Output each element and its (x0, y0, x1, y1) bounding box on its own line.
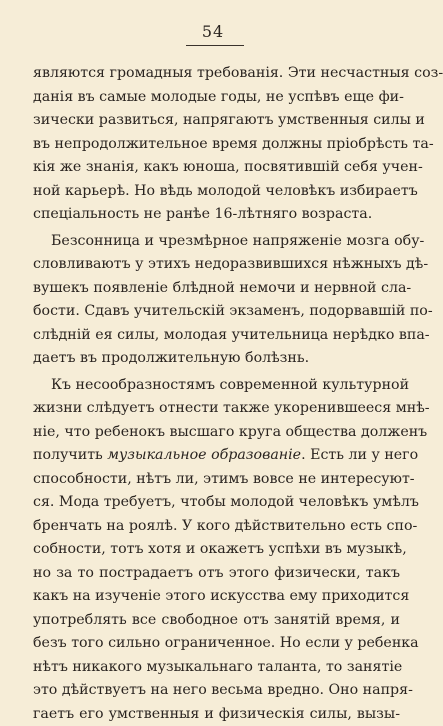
text-line: безъ того сильно ограниченное. Но если у ребенка (33, 632, 400, 656)
paragraph-1 (33, 62, 400, 227)
text-line: словливаютъ у этихъ недоразвившихся нѣжныхъ дѣ- (33, 253, 400, 277)
page-body (33, 62, 400, 726)
text-line: способности, нѣтъ ли, этимъ вовсе не интересуют- (33, 468, 400, 492)
header-rule (186, 45, 244, 46)
text-line: какъ на изученіе этого искусства ему приходится (33, 585, 400, 609)
text-line: являются громадныя требованія. Эти несчастныя соз- (33, 62, 400, 86)
text-line: нѣтъ никакого музыкальнаго таланта, то занятіе (33, 656, 400, 680)
text-line: въ непродолжительное время должны пріобрѣсть та- (33, 133, 400, 157)
text-line: данія въ самые молодые годы, не успѣвъ еще фи- (33, 86, 400, 110)
text-line: гаетъ его умственныя и физическія силы, вызы- (33, 703, 400, 726)
text-line: вушекъ появленіе блѣдной немочи и нервной сла- (33, 277, 400, 301)
text-line-with-emphasis (33, 444, 400, 468)
text-line: но за то пострадаетъ отъ этого физически, такъ (33, 562, 400, 586)
text-line: ніе, что ребенокъ высшаго круга общества долженъ (33, 421, 400, 445)
text-line: Къ несообразностямъ современной культурной (33, 374, 400, 398)
text-line: слѣдній ея силы, молодая учительница нерѣдко впа- (33, 324, 400, 348)
text-line: жизни слѣдуетъ отнести также укоренившееся мнѣ- (33, 397, 400, 421)
text-line: собности, тотъ хотя и окажетъ успѣхи въ музыкѣ, (33, 538, 400, 562)
text-line: употреблять все свободное отъ занятій время, и (33, 609, 400, 633)
text-line: даетъ въ продолжительную болѣзнь. (33, 347, 400, 371)
text-fragment: получить (33, 447, 103, 463)
text-line: бренчать на роялѣ. У кого дѣйствительно есть спо- (33, 515, 400, 539)
text-line: зически развиться, напрягаютъ умственныя силы и (33, 109, 400, 133)
text-line: ся. Мода требуетъ, чтобы молодой человѣкъ умѣлъ (33, 491, 400, 515)
emphasized-text: музыкальное образованіе (107, 447, 301, 463)
text-line: кія же знанія, какъ юноша, посвятившій себя учен- (33, 156, 400, 180)
paragraph-2 (33, 230, 400, 371)
paragraph-3 (33, 374, 400, 726)
text-line: Безсонница и чрезмѣрное напряженіе мозга обу- (33, 230, 400, 254)
page-number: 54 (0, 22, 426, 42)
text-line: это дѣйствуетъ на него весьма вредно. Оно напря- (33, 679, 400, 703)
text-line: бости. Сдавъ учительскій экзаменъ, подорвавшій по- (33, 300, 400, 324)
text-line: спеціальность не ранѣе 16-лѣтняго возраста. (33, 203, 400, 227)
text-fragment: . Есть ли у него (301, 447, 418, 463)
text-line: ной карьерѣ. Но вѣдь молодой человѣкъ избираетъ (33, 180, 400, 204)
